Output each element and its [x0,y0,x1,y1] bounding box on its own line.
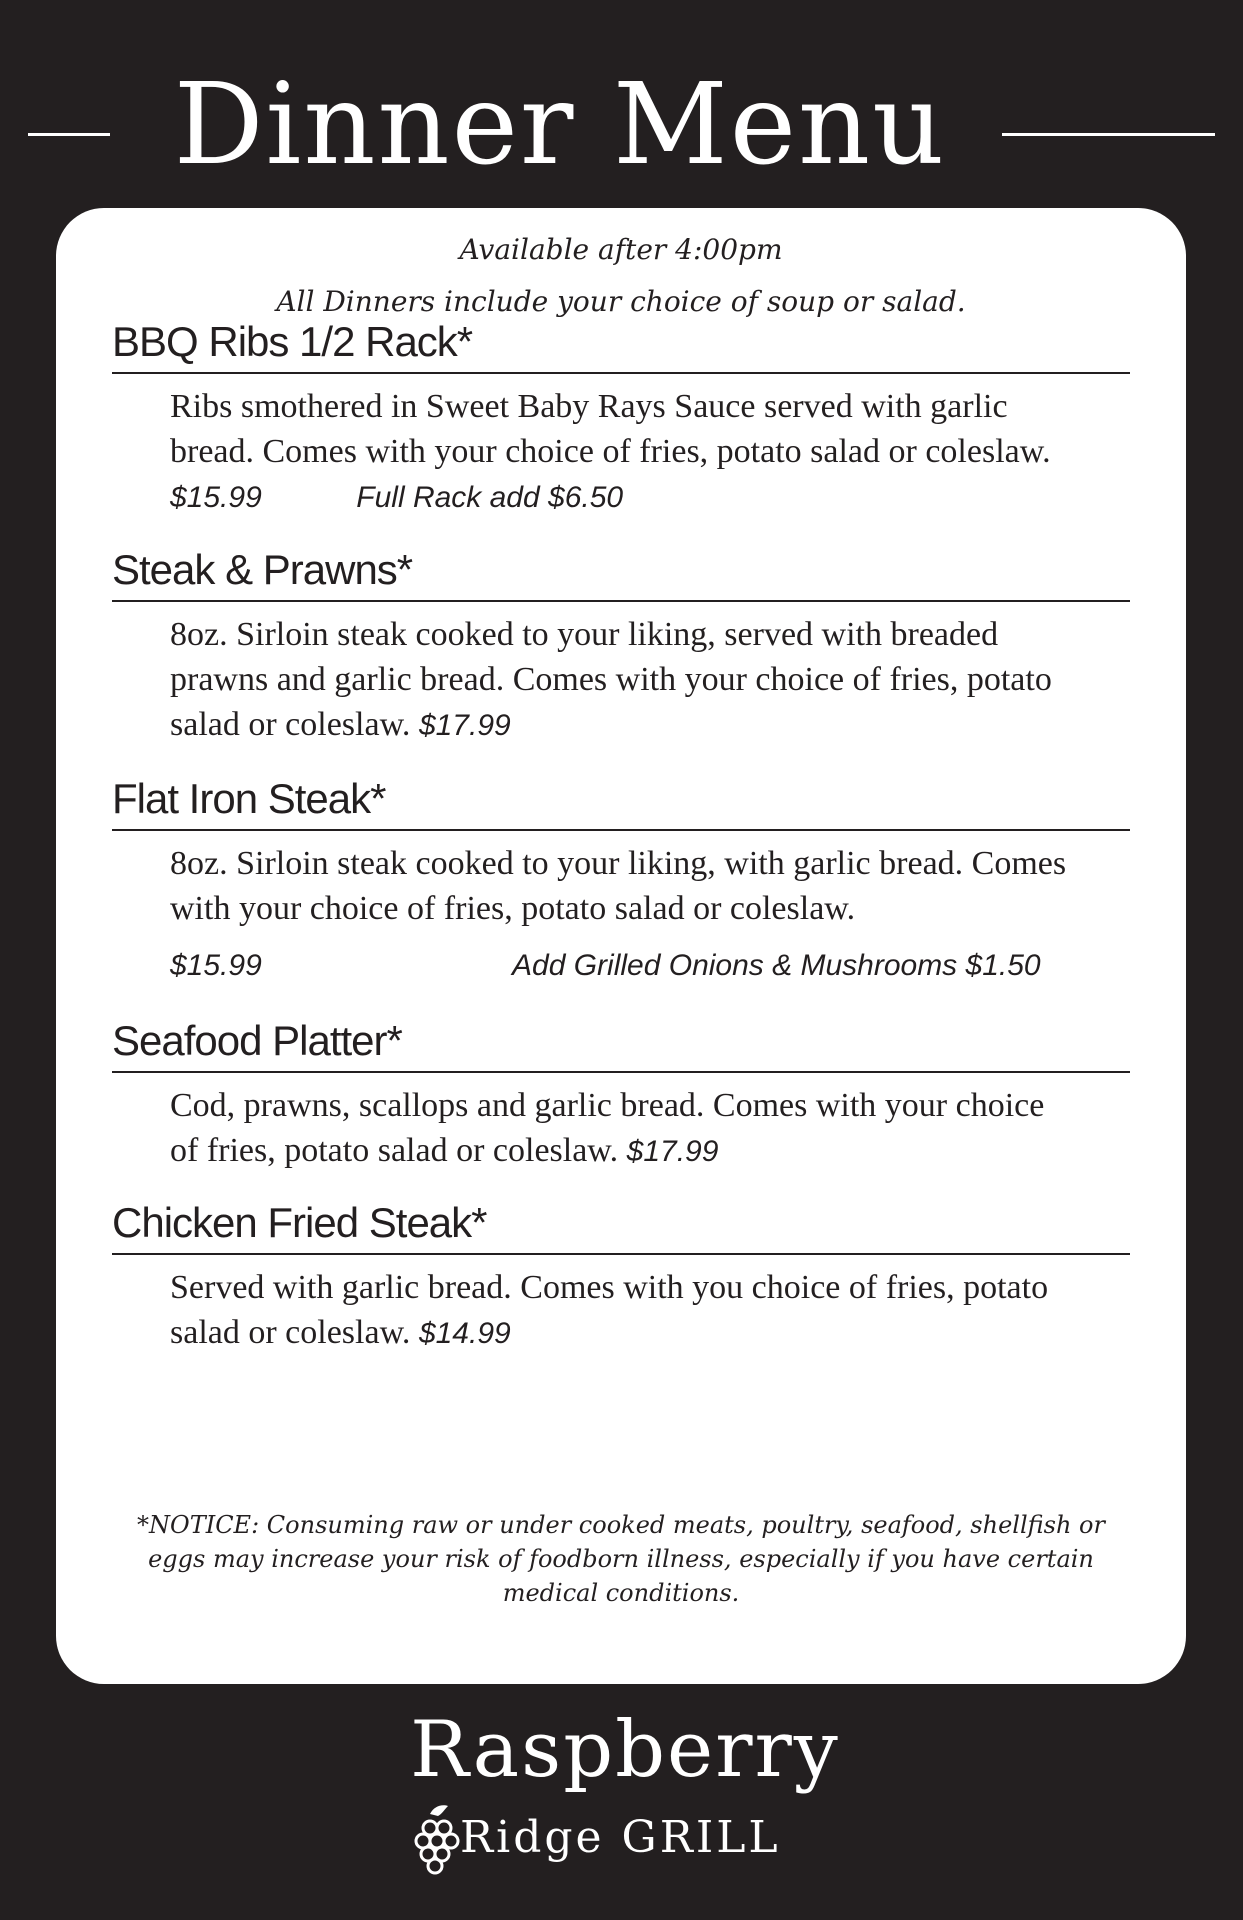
food-safety-notice: *NOTICE: Consuming raw or under cooked meats, poultry, seafood, shellfish or eggs may increase your risk of foodborn illness, especially if you have certain medical conditions. [137,1511,1105,1607]
title-rule-left [28,133,110,136]
description-text: 8oz. Sirloin steak cooked to your liking, with garlic bread. Comes with your choice of fries, potato salad or coleslaw. [170,845,1067,927]
logo-subtitle: Ridge GRILL [460,1812,781,1863]
menu-item-price: $15.99 [170,481,262,514]
menu-item-price: $17.99 [626,1135,719,1168]
menu-item-description [170,384,1070,520]
menu-card [56,208,1186,1684]
menu-item-name: Seafood Platter* [112,1017,402,1064]
menu-item-description [170,612,1070,748]
menu-item-name: BBQ Ribs 1/2 Rack* [112,318,473,365]
menu-item-extra: Full Rack add $6.50 [356,481,624,514]
price-row [170,943,1070,987]
menu-item-name: Steak & Prawns* [112,546,413,593]
restaurant-logo [400,1700,850,1880]
menu-item-price: $14.99 [418,1317,511,1350]
menu-title: Dinner Menu [173,60,947,190]
description-text: Ribs smothered in Sweet Baby Rays Sauce served with garlic bread. Comes with your choice of fries, potato salad or coleslaw. [170,388,1051,470]
menu-item-rule [112,372,1130,374]
menu-item-description [170,1265,1070,1356]
menu-item-rule [112,600,1130,602]
availability-note: Available after 4:00pm [459,233,783,266]
menu-item-name: Chicken Fried Steak* [112,1199,487,1246]
menu-header [0,60,1243,190]
title-rule-right [1002,133,1215,136]
includes-note: All Dinners include your choice of soup or salad. [276,285,966,318]
menu-item-description [170,841,1070,987]
raspberry-icon [408,1800,468,1878]
description-text: Cod, prawns, scallops and garlic bread. Comes with your choice of fries, potato salad or coleslaw. [170,1087,1045,1169]
menu-item-rule [112,1071,1130,1073]
description-text: 8oz. Sirloin steak cooked to your liking, served with breaded prawns and garlic bread. Comes with your choice of fries, potato salad or coleslaw. [170,616,1052,743]
description-text: Served with garlic bread. Comes with you choice of fries, potato salad or coleslaw. [170,1269,1049,1351]
menu-item-price: $17.99 [418,709,511,742]
menu-item-name: Flat Iron Steak* [112,775,386,822]
menu-item-price: $15.99 [170,949,262,982]
menu-item-rule [112,1253,1130,1255]
menu-item-rule [112,829,1130,831]
logo-name: Raspberry [410,1705,840,1795]
menu-item-extra: Add Grilled Onions & Mushrooms $1.50 [512,949,1041,982]
menu-item-description [170,1083,1070,1174]
